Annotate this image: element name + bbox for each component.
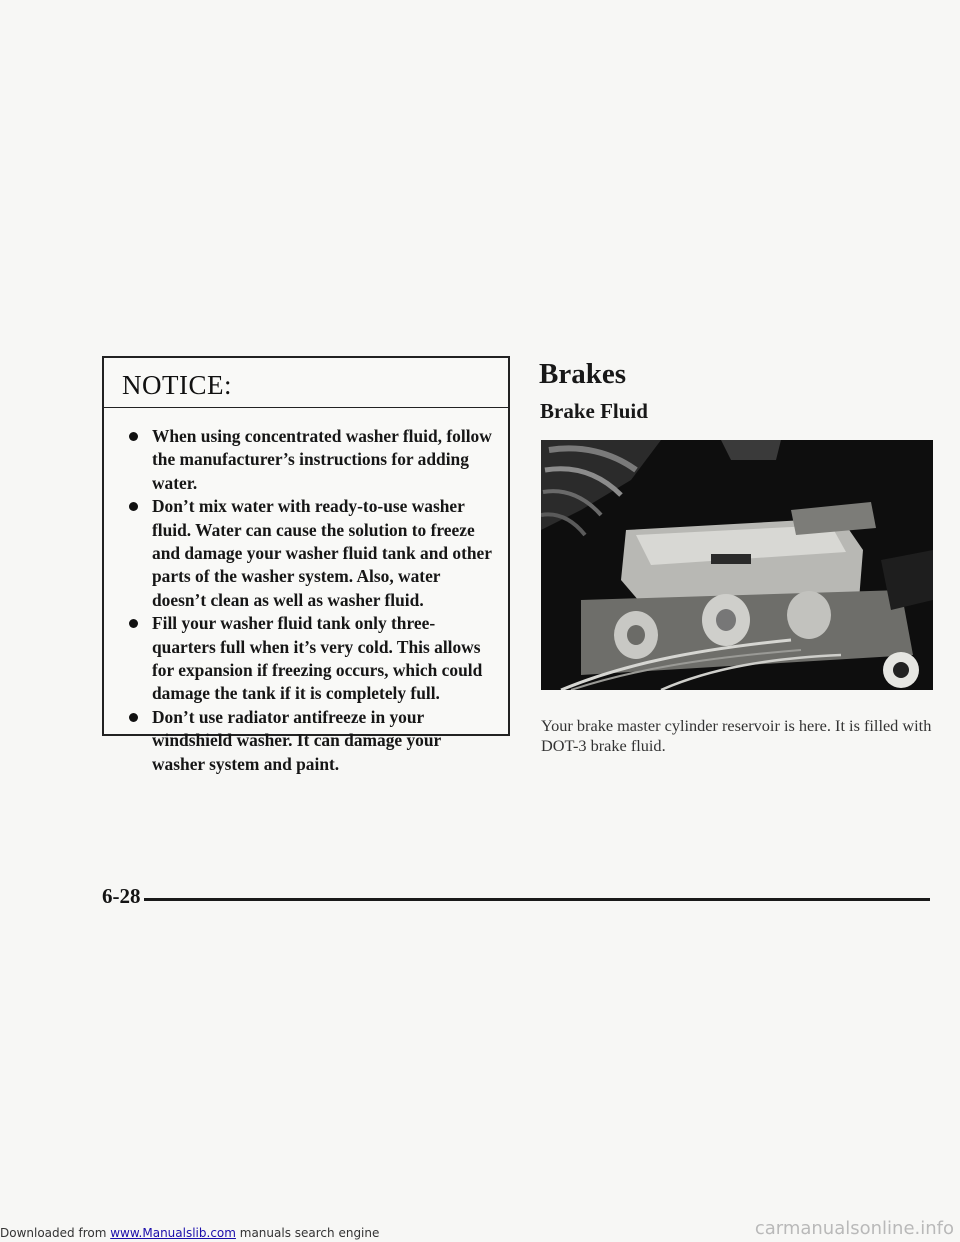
notice-item [104,706,498,776]
notice-item [104,495,498,612]
notice-item-text: Don’t mix water with ready-to-use washer fluid. Water can cause the solution to freeze and damage your washer fluid tank and other parts of the washer system. Also, water doesn’t clean as well as washer fluid. [152,496,492,610]
photo-caption: Your brake master cylinder reservoir is here. It is filled with DOT-3 brake fluid. [541,716,932,755]
notice-box [102,356,510,774]
notice-item [104,425,498,495]
bullet-icon [129,432,138,441]
download-notice [0,1226,379,1240]
bullet-icon [129,502,138,511]
brake-reservoir-photo [541,440,933,690]
notice-title: NOTICE: [122,370,232,400]
notice-list [104,408,508,776]
watermark: carmanualsonline.info [754,1218,954,1239]
notice-item [104,612,498,706]
notice-item-text: Don’t use radiator antifreeze in your windshield washer. It can damage your washer system and paint. [152,706,441,774]
download-suffix: manuals search engine [235,1226,380,1240]
subsection-title: Brake Fluid [540,399,648,423]
page-number: 6-28 [102,884,141,908]
manualslib-link[interactable]: www.Manualslib.com [110,1226,236,1240]
notice-item-text: Fill your washer fluid tank only three-quarters full when it’s very cold. This allows for expansion if freezing occurs, which could damage the tank if it is completely full. [152,613,483,704]
section-title: Brakes [539,358,626,390]
footer-rule [144,898,930,901]
bullet-icon [129,713,138,722]
notice-header [104,358,508,408]
notice-item-text: When using concentrated washer fluid, follow the manufacturer’s instructions for adding water. [152,426,492,493]
download-prefix: Downloaded from [0,1226,111,1240]
bullet-icon [129,619,138,628]
